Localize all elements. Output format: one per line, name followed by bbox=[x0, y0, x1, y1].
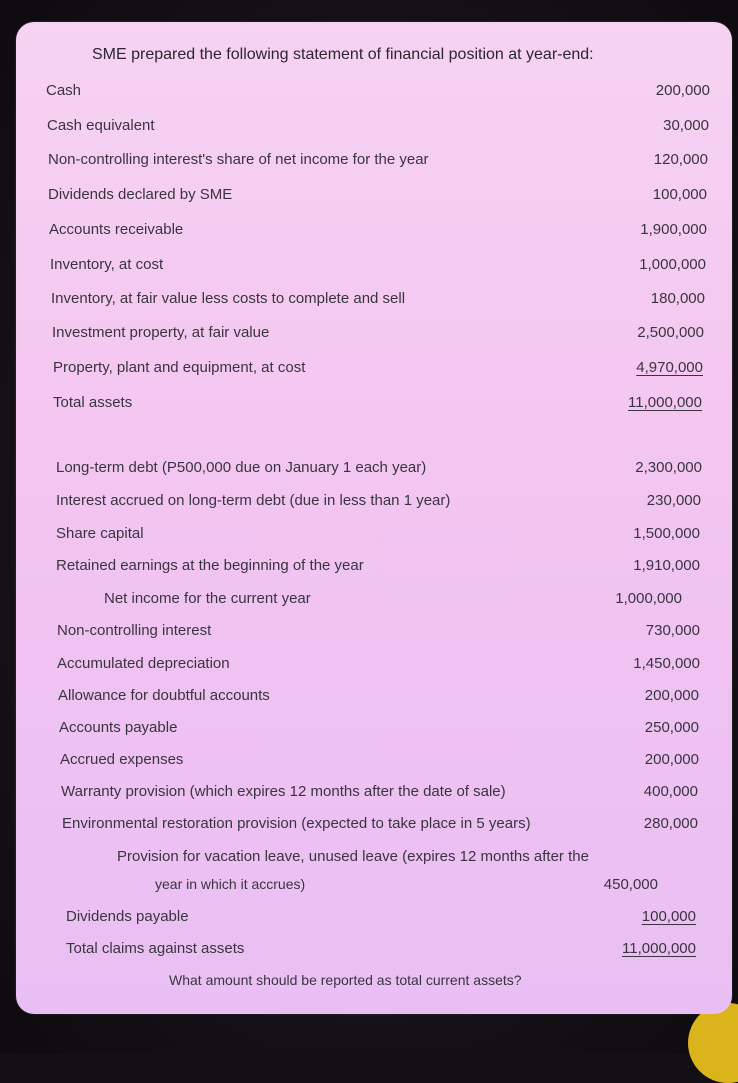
asset-row-cash-equivalent bbox=[16, 117, 732, 141]
claim-row-warranty-provision bbox=[16, 783, 732, 807]
claim-row-total-claims bbox=[16, 940, 732, 964]
claim-label: Allowance for doubtful accounts bbox=[58, 687, 270, 704]
asset-row-cash bbox=[16, 82, 732, 106]
asset-amount: 1,900,000 bbox=[640, 221, 707, 238]
claim-label: Environmental restoration provision (expected to take place in 5 years) bbox=[62, 815, 531, 832]
claim-amount: 250,000 bbox=[645, 719, 699, 736]
claim-label: Accrued expenses bbox=[60, 751, 183, 768]
claim-amount: 1,450,000 bbox=[633, 655, 700, 672]
asset-label: Dividends declared by SME bbox=[48, 186, 232, 203]
asset-amount: 2,500,000 bbox=[637, 324, 704, 341]
claim-amount: 1,000,000 bbox=[615, 590, 682, 607]
asset-amount: 120,000 bbox=[654, 151, 708, 168]
claim-label: Accounts payable bbox=[59, 719, 177, 736]
asset-label: Total assets bbox=[53, 394, 132, 411]
claim-row-share-capital bbox=[16, 525, 732, 549]
claim-amount: 1,500,000 bbox=[633, 525, 700, 542]
asset-row-accounts-receivable bbox=[16, 221, 732, 245]
asset-label: Cash equivalent bbox=[47, 117, 155, 134]
claim-amount: 730,000 bbox=[646, 622, 700, 639]
asset-row-investment-property bbox=[16, 324, 732, 348]
asset-amount: 180,000 bbox=[651, 290, 705, 307]
claim-amount: 100,000 bbox=[642, 908, 696, 925]
claim-amount: 400,000 bbox=[644, 783, 698, 800]
asset-label: Investment property, at fair value bbox=[52, 324, 269, 341]
claim-label: Long-term debt (P500,000 due on January 1 each year) bbox=[56, 459, 426, 476]
asset-amount: 100,000 bbox=[653, 186, 707, 203]
claim-amount: 450,000 bbox=[604, 876, 658, 893]
claim-row-dividends-payable bbox=[16, 908, 732, 932]
asset-label: Non-controlling interest's share of net income for the year bbox=[48, 151, 429, 168]
claim-row-net-income bbox=[16, 590, 732, 614]
asset-row-ppe bbox=[16, 359, 732, 383]
asset-row-dividends-declared bbox=[16, 186, 732, 210]
claim-row-interest-accrued bbox=[16, 492, 732, 516]
claim-amount: 2,300,000 bbox=[635, 459, 702, 476]
claim-label: Total claims against assets bbox=[66, 940, 244, 957]
asset-row-inventory-cost bbox=[16, 256, 732, 280]
claim-label: Warranty provision (which expires 12 months after the date of sale) bbox=[61, 783, 506, 800]
claim-amount: 200,000 bbox=[645, 687, 699, 704]
claim-label: Share capital bbox=[56, 525, 144, 542]
asset-label: Inventory, at fair value less costs to complete and sell bbox=[51, 290, 405, 307]
claim-label: Interest accrued on long-term debt (due in less than 1 year) bbox=[56, 492, 450, 509]
claim-row-accumulated-depreciation bbox=[16, 655, 732, 679]
claim-amount: 200,000 bbox=[645, 751, 699, 768]
claim-label: year in which it accrues) bbox=[155, 876, 305, 892]
asset-amount: 1,000,000 bbox=[639, 256, 706, 273]
asset-label: Inventory, at cost bbox=[50, 256, 163, 273]
vacation-provision-line1: Provision for vacation leave, unused leave (expires 12 months after the bbox=[117, 848, 589, 865]
claim-row-accounts-payable bbox=[16, 719, 732, 743]
claim-amount: 230,000 bbox=[647, 492, 701, 509]
asset-amount: 30,000 bbox=[663, 117, 709, 134]
asset-label: Property, plant and equipment, at cost bbox=[53, 359, 305, 376]
claim-label: Dividends payable bbox=[66, 908, 189, 925]
claim-row-vacation-provision bbox=[16, 876, 732, 900]
asset-label: Cash bbox=[46, 82, 81, 99]
claim-label: Non-controlling interest bbox=[57, 622, 211, 639]
claim-amount: 280,000 bbox=[644, 815, 698, 832]
claim-row-accrued-expenses bbox=[16, 751, 732, 775]
asset-amount: 11,000,000 bbox=[628, 394, 702, 411]
statement-heading: SME prepared the following statement of financial position at year-end: bbox=[92, 46, 594, 64]
claim-label: Net income for the current year bbox=[104, 590, 311, 607]
document-card bbox=[16, 22, 732, 1014]
question-text: What amount should be reported as total current assets? bbox=[169, 972, 522, 988]
claim-row-retained-earnings bbox=[16, 557, 732, 581]
asset-amount: 4,970,000 bbox=[636, 359, 703, 376]
claim-row-environmental-provision bbox=[16, 815, 732, 839]
claim-amount: 1,910,000 bbox=[633, 557, 700, 574]
asset-label: Accounts receivable bbox=[49, 221, 183, 238]
claim-amount: 11,000,000 bbox=[622, 940, 696, 957]
asset-row-inventory-fair-value bbox=[16, 290, 732, 314]
claim-row-nci bbox=[16, 622, 732, 646]
claim-label: Retained earnings at the beginning of the year bbox=[56, 557, 364, 574]
claim-row-long-term-debt bbox=[16, 459, 732, 483]
claim-label: Accumulated depreciation bbox=[57, 655, 230, 672]
claim-row-allowance-doubtful bbox=[16, 687, 732, 711]
asset-row-total-assets bbox=[16, 394, 732, 418]
asset-amount: 200,000 bbox=[656, 82, 710, 99]
asset-row-nci-share bbox=[16, 151, 732, 175]
